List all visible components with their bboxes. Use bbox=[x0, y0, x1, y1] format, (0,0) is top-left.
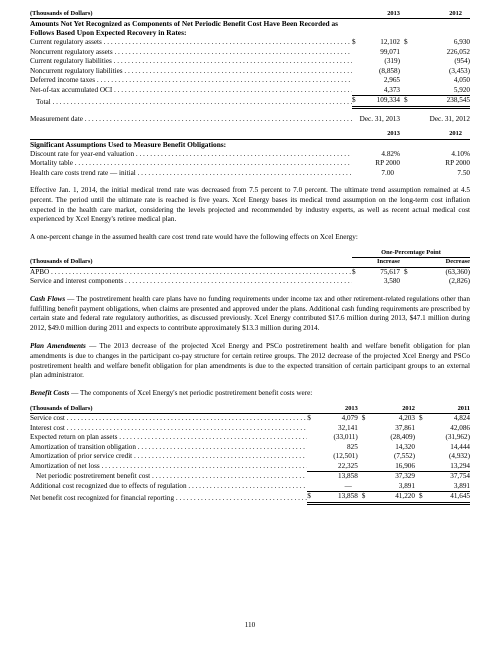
table-row: Service cost . . . $ 4,079 $ 4,203 $ 4,824 bbox=[30, 414, 470, 424]
table-row: Current regulatory liabilities . . . (319) (954) bbox=[30, 57, 470, 67]
table-total-row: Total . . . $ 109,334 $ 238,545 bbox=[30, 96, 470, 108]
table-row: Amortization of transition obligation . . . 825 14,320 14,444 bbox=[30, 443, 470, 453]
benefit-costs-paragraph: Benefit Costs — The components of Xcel Energy's net periodic postretirement benefit costs were: bbox=[30, 389, 313, 398]
table-row: Noncurrent regulatory assets . . . 99,071 226,052 bbox=[30, 48, 470, 58]
benefit-costs-table bbox=[30, 405, 470, 505]
table2-header-2013: 2013 bbox=[362, 130, 400, 139]
plan-amendments-heading: Plan Amendments bbox=[30, 341, 86, 350]
table2-header-2012: 2012 bbox=[410, 130, 470, 139]
measurement-date-row: Measurement date . . . Dec. 31, 2013 Dec. 31, 2012 bbox=[30, 115, 470, 125]
table-row: Service and interest components . . . 3,580 (2,826) bbox=[30, 277, 470, 287]
table-row: Discount rate for year-end valuation . . . 4.82% 4.10% bbox=[30, 150, 470, 160]
one-percentage-point-header: One-Percentage Point bbox=[352, 249, 470, 258]
decrease-header: Decrease bbox=[410, 258, 470, 267]
table-total-row: Net benefit cost recognized for financial reporting . . . $ 13,858 $ 41,220 $ 41,645 bbox=[30, 492, 470, 504]
table-row: Health care costs trend rate — initial . . . 7.00 7.50 bbox=[30, 169, 470, 179]
table-row: Additional cost recognized due to effects of regulation . . . — 3,891 3,891 bbox=[30, 482, 470, 492]
table4-header-2011: 2011 bbox=[428, 405, 470, 414]
one-percent-table bbox=[30, 249, 470, 287]
table-row: Deferred income taxes . . . 2,965 4,050 bbox=[30, 76, 470, 86]
one-percent-paragraph: A one-percent change in the assumed health care cost trend rate would have the following effects on Xcel Energy: bbox=[30, 233, 358, 242]
document-page bbox=[30, 10, 470, 505]
table4-header-2012: 2012 bbox=[371, 405, 415, 414]
table-row: Expected return on plan assets . . . (33,011) (28,409) (31,962) bbox=[30, 433, 470, 443]
plan-amendments-paragraph: Plan Amendments — The 2013 decrease of the projected Xcel Energy and PSCo postretirement health and welfare benefit obligation for plan amendments is due to changes in the participant co-pay structure for certain retiree groups. The 2012 decrease of the projected Xcel Energy and PSCo postretirement health and welfare benefit obligation for plan amendments is due to the expected transition of certain participant groups to an external plan administrator. bbox=[30, 341, 470, 380]
table1-section-title: Amounts Not Yet Recognized as Components of Net Periodic Benefit Cost Have Been Recorded as Follows Based Upon Expected Recovery in Rates: bbox=[30, 19, 339, 38]
table-subtotal-row: Net periodic postretirement benefit cost . . . 13,858 37,329 37,754 bbox=[30, 472, 470, 482]
trend-paragraph: Effective Jan. 1, 2014, the initial medical trend rate was decreased from 7.5 percent to 7.0 percent. The ultimate trend assumption remained at 4.5 percent. The period until the ultimate rate is reached is five years. Xcel Energy bases its medical trend assumption on the long-term cost inflation expected in the health care market, considering the levels projected and recommended by industry experts, as well as recent actual medical cost experienced by Xcel Energy's retiree medical plan. bbox=[30, 186, 470, 224]
table-row: Current regulatory assets . . . $ 12,102 $ 6,930 bbox=[30, 38, 470, 48]
table-row: Net-of-tax accumulated OCI . . . 4,373 5,920 bbox=[30, 86, 470, 96]
cash-flows-paragraph: Cash Flows — The postretirement health care plans have no funding requirements under income tax and other retirement-related regulations other than fulfilling benefit payment obligations, when claims are presented and approved under the plans. Additional cash funding requirements are prescribed by certain state and federal rate regulatory authorities, as discussed previously. Xcel Energy contributed $17.6 million during 2013, $47.1 million during 2012, $49.0 million during 2011 and expects to contribute approximately $13.3 million during 2014. bbox=[30, 294, 470, 333]
table4-header-2013: 2013 bbox=[316, 405, 358, 414]
table2-section-title: Significant Assumptions Used to Measure Benefit Obligations: bbox=[30, 139, 352, 149]
table1-header-label: (Thousands of Dollars) bbox=[30, 10, 352, 19]
table1-header-2012: 2012 bbox=[410, 10, 470, 19]
page-number: 110 bbox=[244, 621, 256, 629]
regulatory-amounts-table bbox=[30, 10, 470, 124]
table-row: APBO . . . $ 75,617 $ (63,360) bbox=[30, 267, 470, 277]
table-row: Noncurrent regulatory liabilities . . . (8,858) (3,453) bbox=[30, 67, 470, 77]
table3-header-label: (Thousands of Dollars) bbox=[30, 258, 352, 267]
benefit-costs-heading: Benefit Costs bbox=[30, 389, 70, 398]
table-row: Amortization of prior service credit . . . (12,501) (7,552) (4,932) bbox=[30, 452, 470, 462]
table-row: Amortization of net loss . . . 22,325 16,906 13,294 bbox=[30, 462, 470, 472]
table1-header-2013: 2013 bbox=[362, 10, 400, 19]
table-row: Interest cost . . . 32,141 37,861 42,086 bbox=[30, 424, 470, 434]
increase-header: Increase bbox=[362, 258, 400, 267]
table-row: Mortality table . . . RP 2000 RP 2000 bbox=[30, 159, 470, 169]
assumptions-table bbox=[30, 130, 470, 178]
table4-header-label: (Thousands of Dollars) bbox=[30, 405, 307, 414]
cash-flows-heading: Cash Flows bbox=[30, 294, 66, 303]
